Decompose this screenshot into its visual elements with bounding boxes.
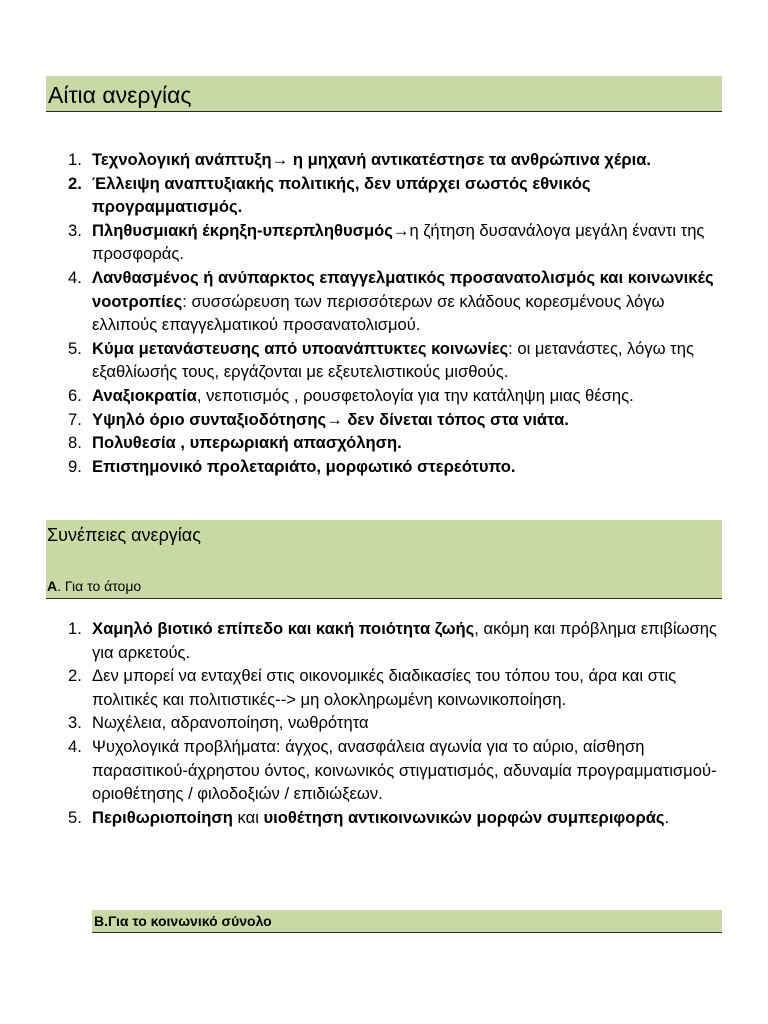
item-text: Ψυχολογικά προβλήματα: άγχος, ανασφάλεια αγωνία για το αύριο, αίσθηση παρασιτικού-άχρηστου όντος, κοινωνικός στιγματισμός, αδυναμία προγραμματισμού-οριοθέτησης / φιλοδοξιών / επιδιώξεων. bbox=[92, 736, 717, 804]
item-bold-text: Πληθυσμιακή έκρηξη-υπερπληθυσμός bbox=[92, 220, 393, 240]
subsection-title-society: Β.Για το κοινωνικό σύνολο bbox=[94, 913, 272, 929]
item-text: . bbox=[664, 807, 670, 827]
arrow-icon: → bbox=[271, 150, 289, 169]
list-item bbox=[47, 148, 727, 172]
causes-list bbox=[47, 148, 727, 478]
list-item bbox=[47, 455, 727, 479]
item-number: 5. bbox=[68, 807, 82, 827]
section-title-consequences: Συνέπειες ανεργίας bbox=[47, 525, 201, 545]
list-item bbox=[47, 219, 727, 266]
item-number: 5. bbox=[68, 338, 82, 358]
subsection-title-individual: Α. Για το άτομο bbox=[47, 578, 142, 594]
item-bold-text: Λανθασμένος ή ανύπαρκτος επαγγελματικός προσανατολισμός και κοινωνικές νοοτροπίες bbox=[92, 267, 714, 311]
arrow-icon: → bbox=[326, 409, 343, 429]
item-bold-text: Πολυθεσία , υπερωριακή απασχόληση. bbox=[92, 433, 402, 453]
item-text: : συσσώρευση των περισσότερων σε κλάδους κορεσμένους λόγω ελλιπούς επαγγελματικού προσανατολισμού. bbox=[92, 291, 665, 335]
item-text: Δεν μπορεί να ενταχθεί στις οικονομικές διαδικασίες του τόπου του, άρα και στις πολιτικές και πολιτιστικές--> μη ολοκληρωμένη κοινωνικοποίηση. bbox=[92, 666, 677, 709]
section-title-causes: Αίτια ανεργίας bbox=[48, 82, 192, 108]
item-text: η ζήτηση δυσανάλογα μεγάλη έναντι της προσφοράς. bbox=[92, 220, 705, 264]
list-item bbox=[47, 711, 727, 735]
item-number: 3. bbox=[68, 713, 82, 733]
list-item bbox=[47, 337, 727, 384]
list-item bbox=[47, 408, 727, 432]
item-text: : οι μετανάστες, λόγω της εξαθλίωσής τους, εργάζονται με εξευτελιστικούς μισθούς. bbox=[92, 338, 694, 382]
list-item bbox=[47, 617, 727, 664]
item-bold-text: Περιθωριοποίηση bbox=[92, 807, 233, 827]
list-item bbox=[47, 806, 727, 830]
list-item bbox=[47, 384, 727, 408]
consequences-list bbox=[47, 617, 727, 829]
item-number: 6. bbox=[68, 385, 82, 405]
item-number: 4. bbox=[68, 736, 82, 756]
item-number: 3. bbox=[68, 220, 82, 240]
list-item bbox=[47, 735, 727, 806]
list-item bbox=[47, 431, 727, 455]
item-bold-text: Υψηλό όριο συνταξιοδότησης bbox=[92, 409, 327, 429]
item-number: 8. bbox=[68, 433, 82, 453]
item-text: και bbox=[232, 807, 264, 827]
item-bold-text: Τεχνολογική ανάπτυξη bbox=[92, 150, 272, 169]
item-number: 1. bbox=[68, 619, 82, 638]
arrow-icon: → bbox=[392, 220, 410, 240]
item-text: , νεποτισμός , ρουσφετολογία για την κατάληψη μιας θέσης. bbox=[196, 385, 634, 405]
item-bold-text: Κύμα μετανάστευσης από υποανάπτυκτες κοινωνίες bbox=[92, 338, 509, 358]
item-text: Νωχέλεια, αδρανοποίηση, νωθρότητα bbox=[92, 713, 369, 733]
list-item bbox=[47, 266, 727, 337]
item-bold-text: Επιστημονικό προλεταριάτο, μορφωτικό στερεότυπο. bbox=[92, 456, 516, 476]
list-item bbox=[47, 664, 727, 711]
item-bold-text: δεν δίνεται τόπος στα νιάτα. bbox=[342, 409, 569, 429]
item-number: 2. bbox=[68, 173, 82, 193]
item-bold-text: Αναξιοκρατία bbox=[92, 385, 197, 405]
item-number: 2. bbox=[68, 666, 82, 686]
item-bold-text: Χαμηλό βιοτικό επίπεδο και κακή ποιότητα ζωής bbox=[92, 619, 475, 638]
list-item bbox=[47, 172, 727, 219]
item-text: , ακόμη και πρόβλημα επιβίωσης για αρκετούς. bbox=[92, 619, 717, 662]
item-number: 1. bbox=[68, 150, 82, 169]
item-bold-text: υιοθέτηση αντικοινωνικών μορφών συμπεριφοράς bbox=[263, 807, 665, 827]
item-number: 4. bbox=[68, 267, 82, 287]
item-bold-text: η μηχανή αντικατέστησε τα ανθρώπινα χέρια. bbox=[288, 150, 652, 169]
item-bold-text: Έλλειψη αναπτυξιακής πολιτικής, δεν υπάρχει σωστός εθνικός προγραμματισμός. bbox=[92, 173, 591, 217]
item-number: 9. bbox=[68, 456, 82, 476]
item-number: 7. bbox=[68, 409, 82, 429]
